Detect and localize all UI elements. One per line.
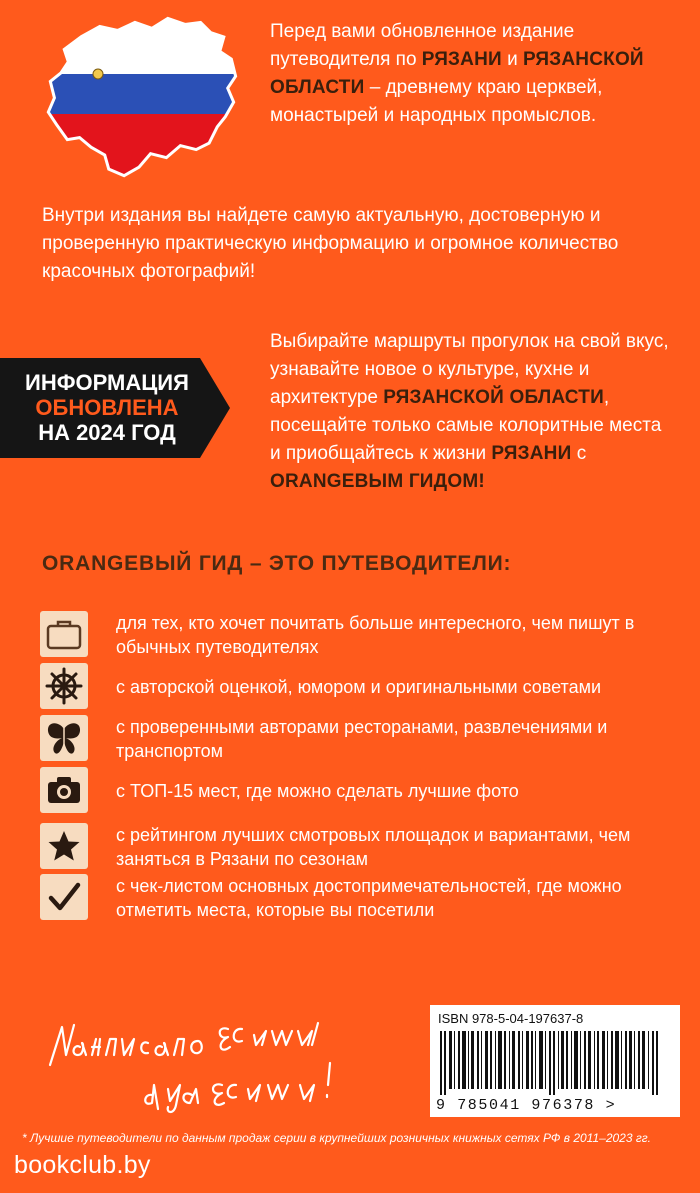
feature-text: с проверенными авторами ресторанами, развлечениями и транспортом xyxy=(116,717,608,761)
intro-paragraph-3 xyxy=(270,328,675,496)
feature-item xyxy=(40,767,680,817)
text-span: с xyxy=(571,443,587,464)
camera-icon xyxy=(40,767,88,813)
feature-text: с чек-листом основных достопримечательностей, где можно отметить места, которые вы посетили xyxy=(116,876,622,920)
checkmark-icon xyxy=(40,874,88,920)
intro-paragraph-2: Внутри издания вы найдете самую актуальную, достоверную и проверенную практическую информацию и огромное количество красочных фотографий! xyxy=(42,205,619,282)
ryazan-region-flag-map xyxy=(40,16,240,181)
highlight-ryazan-oblast: РЯЗАНСКОЙ ОБЛАСТИ xyxy=(270,49,644,98)
star-icon xyxy=(40,823,88,869)
handwritten-signature xyxy=(40,985,380,1125)
isbn-barcode-block xyxy=(430,1005,680,1117)
feature-text: с рейтингом лучших смотровых площадок и вариантами, чем заняться в Рязани по сезонам xyxy=(116,825,631,869)
text-span: , посещайте только самые колоритные места и приобщайтесь к жизни xyxy=(270,387,662,464)
text-span: и xyxy=(501,49,524,70)
highlight-ryazan-oblast: РЯЗАНСКОЙ ОБЛАСТИ xyxy=(383,387,604,408)
ship-wheel-icon xyxy=(40,663,88,709)
highlight-ryazan: РЯЗАНИ xyxy=(491,443,572,464)
site-watermark: bookclub.by xyxy=(14,1151,151,1179)
feature-item xyxy=(40,874,680,924)
features-heading: ORANGEВЫЙ ГИД – ЭТО ПУТЕВОДИТЕЛИ: xyxy=(42,552,512,575)
highlight-orange-guide: ORANGEВЫМ ГИДОМ! xyxy=(270,471,485,492)
feature-text: для тех, кто хочет почитать больше интересного, чем пишут в обычных путеводителях xyxy=(116,613,635,657)
highlight-ryazan: РЯЗАНИ xyxy=(421,49,502,70)
isbn-digits: 9 785041 976378 > xyxy=(436,1097,617,1114)
feature-item xyxy=(40,715,680,765)
feature-text: с авторской оценкой, юмором и оригинальными советами xyxy=(116,677,602,697)
feature-item xyxy=(40,663,680,713)
barcode-icon xyxy=(440,1031,670,1095)
isbn-label: ISBN 978-5-04-197637-8 xyxy=(438,1011,584,1026)
updated-info-badge xyxy=(0,358,230,458)
text-span: Перед вами обновленное издание путеводителя по xyxy=(270,21,575,70)
intro-paragraph-1 xyxy=(270,18,670,130)
feature-item xyxy=(40,823,680,873)
feature-item xyxy=(40,611,680,661)
butterfly-icon xyxy=(40,715,88,761)
suitcase-icon xyxy=(40,611,88,657)
text-span: Выбирайте маршруты прогулок на свой вкус, узнавайте новое о культуре, кухне и архитектуре xyxy=(270,331,669,408)
badge-line-1: ИНФОРМАЦИЯ xyxy=(25,370,189,395)
text-span: – древнему краю церквей, монастырей и народных промыслов. xyxy=(270,77,603,126)
badge-line-2: ОБНОВЛЕНА xyxy=(35,395,179,420)
footnote: * Лучшие путеводители по данным продаж серии в крупнейших розничных книжных сетях РФ в 2011–2023 гг. xyxy=(22,1131,652,1145)
badge-line-3: НА 2024 ГОД xyxy=(38,420,176,445)
feature-text: с ТОП-15 мест, где можно сделать лучшие фото xyxy=(116,781,519,801)
